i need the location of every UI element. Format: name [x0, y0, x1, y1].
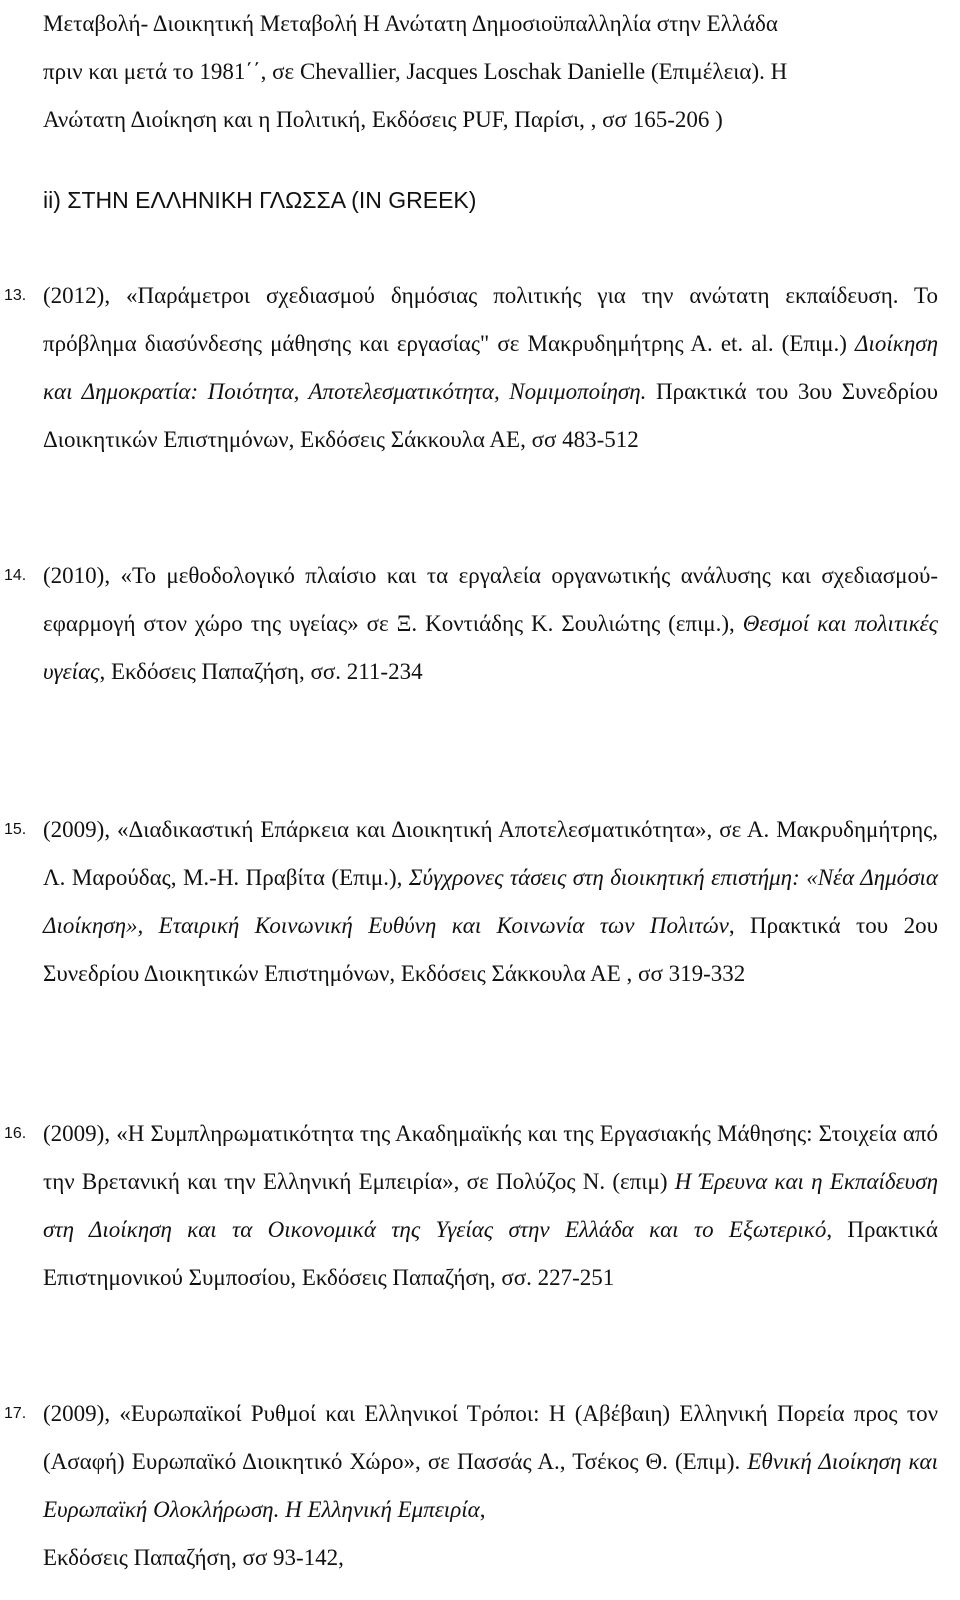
section-heading: ii) ΣΤΗΝ ΕΛΛΗΝΙΚΗ ΓΛΩΣΣΑ (IN GREEK)	[43, 187, 477, 213]
intro-line: Ανώτατη Διοίκηση και η Πολιτική, Εκδόσεις PUF, Παρίσι, , σσ 165-206 )	[43, 107, 723, 132]
entry-number: 14.	[4, 567, 27, 584]
entry-text-tail: Εκδόσεις Παπαζήση, σσ 93-142,	[43, 1545, 344, 1570]
entry-text: , Πρακτικά του 2ου Συνεδρίου Διοικητικών Επιστημόνων, Εκδόσεις Σάκκουλα ΑΕ , σσ 319-332	[43, 913, 938, 986]
entry-text: (2009), «Διαδικαστική Επάρκεια και Διοικητική Αποτελεσματικότητα», σε Α. Μακρυδημήτρης, Λ. Μαρούδας, Μ.-Η. Πραβίτα (Επιμ.),	[43, 817, 938, 890]
entry-title: Εθνική Διοίκηση και Ευρωπαϊκή Ολοκλήρωση. Η Ελληνική Εμπειρία	[43, 1449, 939, 1522]
entry-number: 16.	[4, 1125, 27, 1142]
entry-number: 15.	[4, 821, 27, 838]
entry-title: Θεσμοί και πολιτικές υγείας	[43, 611, 939, 684]
entry-title: Η Έρευνα και η Εκπαίδευση στη Διοίκηση και τα Οικονομικά της Υγείας στην Ελλάδα και το Εξωτερικό	[43, 1169, 938, 1242]
entry-title: Σύγχρονες τάσεις στη διοικητική επιστήμη: «Νέα Δημόσια Διοίκηση», Εταιρική Κοινωνική Ευθύνη και Κοινωνία των Πολιτών	[43, 865, 938, 938]
bibliography-entry	[43, 806, 938, 998]
intro-continuation	[43, 0, 938, 144]
entry-text: (2010), «Το μεθοδολογικό πλαίσιο και τα εργαλεία οργανωτικής ανάλυσης και σχεδιασμού- εφαρμογή στον χώρο της υγείας» σε Ξ. Κοντιάδης Κ. Σουλιώτης (επιμ.),	[43, 563, 938, 636]
entry-number: 13.	[4, 287, 27, 304]
entry-text: , Εκδόσεις Παπαζήση, σσ. 211-234	[99, 659, 423, 684]
entry-title: Διοίκηση και Δημοκρατία: Ποιότητα, Αποτελεσματικότητα, Νομιμοποίηση.	[43, 331, 938, 404]
entry-text: (2009), «Ευρωπαϊκοί Ρυθμοί και Ελληνικοί Τρόποι: Η (Αβέβαιη) Ελληνική Πορεία προς τον (Ασαφή) Ευρωπαϊκό Διοικητικό Χώρο», σε Πασσάς Α., Τσέκος Θ. (Επιμ).	[43, 1401, 938, 1474]
bibliography-entry	[43, 272, 938, 464]
entry-number: 17.	[4, 1405, 27, 1422]
entry-text: ,	[479, 1497, 486, 1522]
entry-text: (2012), «Παράμετροι σχεδιασμού δημόσιας πολιτικής για την ανώτατη εκπαίδευση. Το πρόβλημα διασύνδεσης μάθησης και εργασίας" σε Μακρυδημήτρης Α. et. al. (Επιμ.)	[43, 283, 938, 356]
entry-text: Πρακτικά του 3ου Συνεδρίου Διοικητικών Επιστημόνων, Εκδόσεις Σάκκουλα ΑΕ, σσ 483-512	[43, 379, 938, 452]
bibliography-entry	[43, 1110, 938, 1302]
entry-body	[43, 1390, 938, 1534]
bibliography-entry	[43, 552, 938, 696]
entry-text: (2009), «Η Συμπληρωματικότητα της Ακαδημαϊκής και της Εργασιακής Μάθησης: Στοιχεία από την Βρετανική και την Ελληνική Εμπειρία», σε Πολύζος Ν. (επιμ)	[43, 1121, 938, 1194]
intro-line: πριν και μετά το 1981΄΄, σε Chevallier, Jacques Loschak Danielle (Επιμέλεια). Η	[43, 59, 788, 84]
intro-line: Μεταβολή- Διοικητική Μεταβολή Η Ανώτατη Δημοσιοϋπαλληλία στην Ελλάδα	[43, 11, 778, 36]
entry-text: , Πρακτικά Επιστημονικού Συμποσίου, Εκδόσεις Παπαζήση, σσ. 227-251	[43, 1217, 938, 1290]
bibliography-entry	[43, 1390, 938, 1582]
